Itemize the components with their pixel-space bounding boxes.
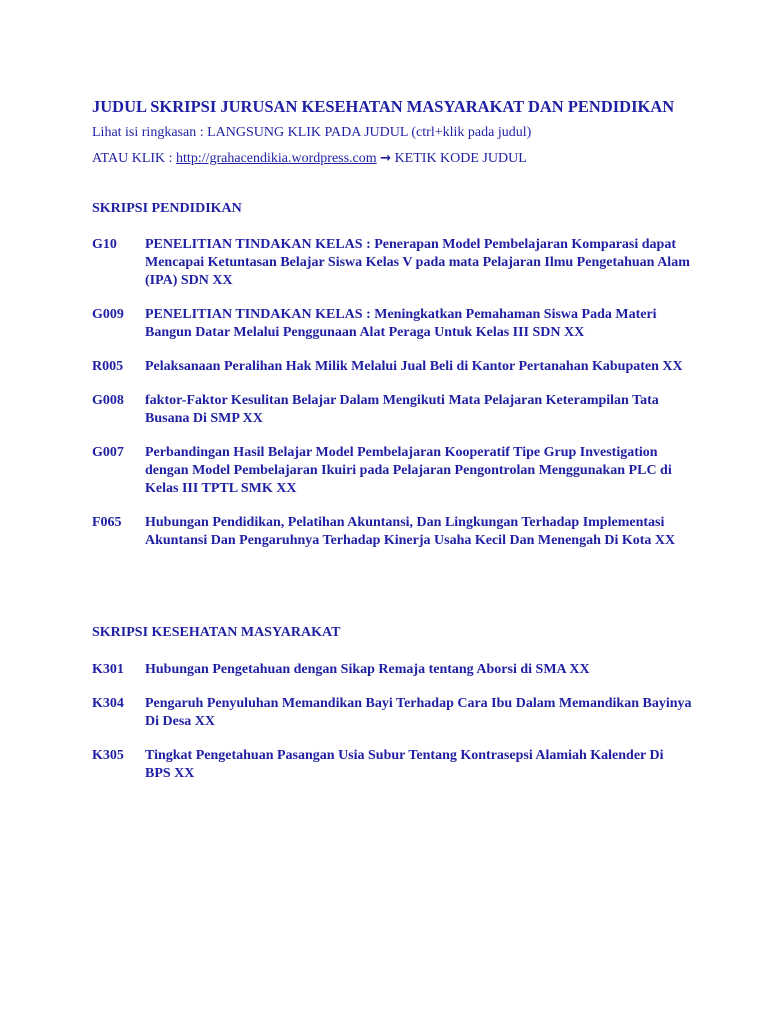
entry-title-link[interactable]: Perbandingan Hasil Belajar Model Pembelajaran Kooperatif Tipe Grup Investigation dengan Model Pembelajaran Ikuiri pada Pelajaran Pengontrolan Menggunakan PLC di Kelas III TPTL SMK XX <box>145 445 672 496</box>
entry-code: K304 <box>92 696 124 711</box>
entry-code: F065 <box>92 515 122 530</box>
list-item <box>92 306 692 342</box>
entry-code: G10 <box>92 237 117 252</box>
entry-list-pendidikan <box>92 236 692 550</box>
document-title: JUDUL SKRIPSI JURUSAN KESEHATAN MASYARAKAT DAN PENDIDIKAN <box>92 97 675 116</box>
entry-code: R005 <box>92 359 124 374</box>
arrow-right-icon: → <box>380 151 392 166</box>
entry-code: G007 <box>92 445 124 460</box>
section-heading-kesehatan-masyarakat: SKRIPSI KESEHATAN MASYARAKAT <box>92 625 341 640</box>
list-item <box>92 514 692 550</box>
intro-prefix: ATAU KLIK : <box>92 151 177 166</box>
entry-title-link[interactable]: PENELITIAN TINDAKAN KELAS : Penerapan Model Pembelajaran Komparasi dapat Mencapai Ketuntasan Belajar Siswa Kelas V pada mata Pelajaran Ilmu Pengetahuan Alam (IPA) SDN XX <box>145 237 690 288</box>
list-item <box>92 444 692 498</box>
entry-title-link[interactable]: Pelaksanaan Peralihan Hak Milik Melalui Jual Beli di Kantor Pertanahan Kabupaten XX <box>145 359 683 374</box>
website-link[interactable]: http://grahacendikia.wordpress.com <box>176 151 377 166</box>
entry-title-link[interactable]: Hubungan Pendidikan, Pelatihan Akuntansi, Dan Lingkungan Terhadap Implementasi Akuntansi Dan Pengaruhnya Terhadap Kinerja Usaha Kecil Dan Menengah Di Kota XX <box>145 515 676 548</box>
intro-line-link <box>92 150 692 168</box>
entry-list-kesehatan-masyarakat <box>92 661 692 783</box>
section-heading-pendidikan: SKRIPSI PENDIDIKAN <box>92 201 242 216</box>
document-page <box>92 97 692 783</box>
entry-title-link[interactable]: faktor-Faktor Kesulitan Belajar Dalam Mengikuti Mata Pelajaran Keterampilan Tata Busana Di SMP XX <box>145 393 659 426</box>
intro-line-instructions: Lihat isi ringkasan : LANGSUNG KLIK PADA JUDUL (ctrl+klik pada judul) <box>92 125 532 140</box>
entry-code: K301 <box>92 662 124 677</box>
list-item <box>92 392 692 428</box>
entry-code: G009 <box>92 307 124 322</box>
entry-code: G008 <box>92 393 124 408</box>
entry-code: K305 <box>92 748 124 763</box>
entry-title-link[interactable]: Tingkat Pengetahuan Pasangan Usia Subur Tentang Kontrasepsi Alamiah Kalender Di BPS XX <box>145 748 664 781</box>
list-item <box>92 661 692 679</box>
entry-title-link[interactable]: Pengaruh Penyuluhan Memandikan Bayi Terhadap Cara Ibu Dalam Memandikan Bayinya Di Desa XX <box>145 696 692 729</box>
entry-title-link[interactable]: PENELITIAN TINDAKAN KELAS : Meningkatkan Pemahaman Siswa Pada Materi Bangun Datar Melalui Penggunaan Alat Peraga Untuk Kelas III SDN XX <box>145 307 657 340</box>
list-item <box>92 747 692 783</box>
list-item <box>92 358 692 376</box>
intro-suffix: KETIK KODE JUDUL <box>394 151 527 166</box>
list-item <box>92 695 692 731</box>
entry-title-link[interactable]: Hubungan Pengetahuan dengan Sikap Remaja tentang Aborsi di SMA XX <box>145 662 590 677</box>
list-item <box>92 236 692 290</box>
